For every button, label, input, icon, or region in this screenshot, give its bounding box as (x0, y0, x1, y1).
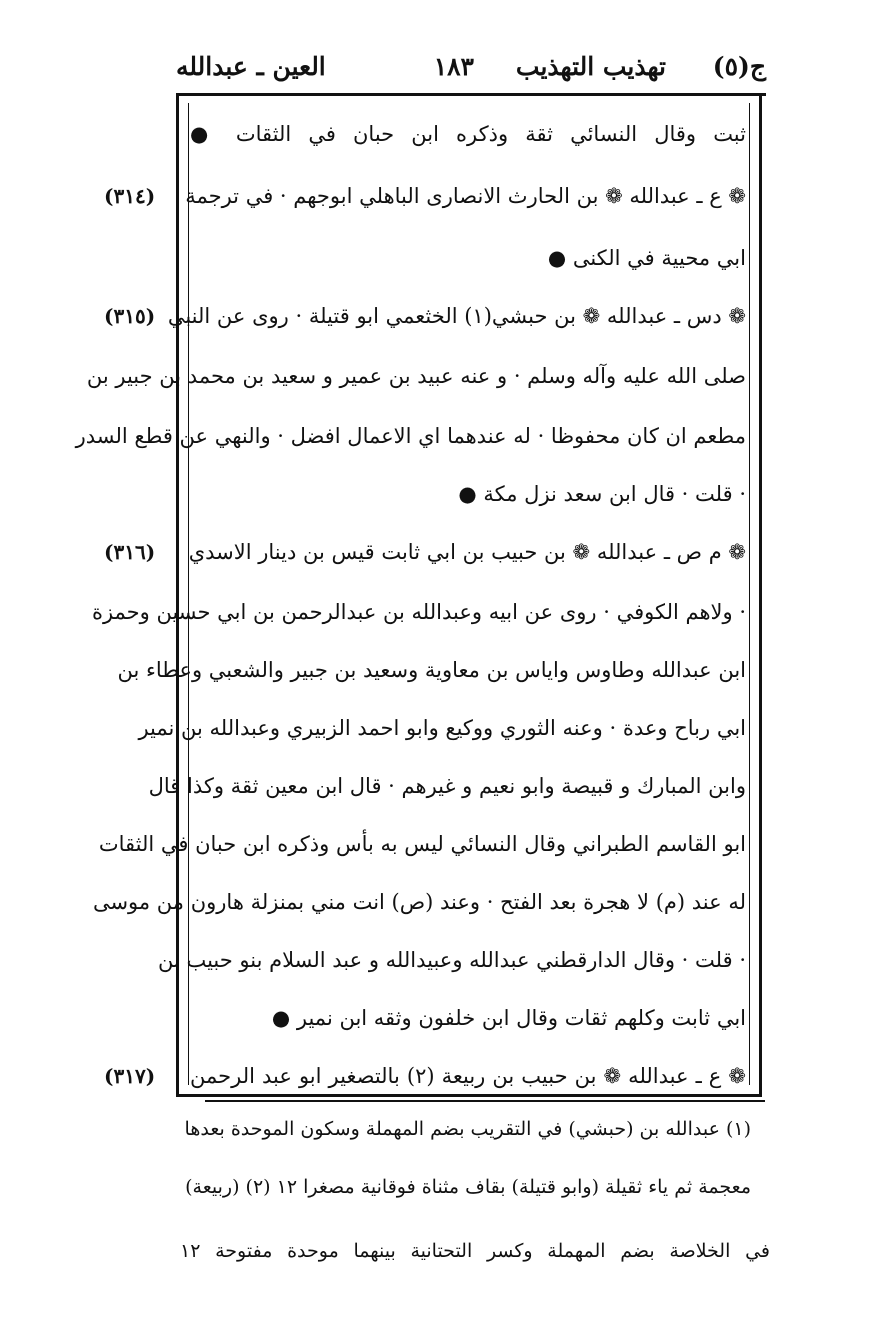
volume-label: ج(٥) (712, 52, 766, 81)
running-title: العين ـ عبدالله (176, 52, 326, 81)
text-line: ثبت وقال النسائي ثقة وذكره ابن حبان في الثقات ● (190, 122, 746, 146)
text-line: ابي رباح وعدة · وعنه الثوري ووكيع وابو احمد الزبيري وعبدالله بن نمير (138, 716, 746, 740)
footnote-line: معجمة ثم ياء ثقيلة (وابو قتيلة) بقاف مثناة فوقانية مصغرا ١٢ (٢) (ربيعة) (185, 1176, 751, 1198)
text-line: ❁ ع ـ عبدالله ❁ بن الحارث الانصارى الباهلي ابوجهم · في ترجمة (185, 184, 746, 208)
entry-number: (٣١٥) (104, 304, 156, 328)
footnote-rule (205, 1100, 765, 1102)
text-line: ❁ م ص ـ عبدالله ❁ بن حبيب بن ابي ثابت قيس بن دينار الاسدي (188, 540, 746, 564)
page-number: ١٨٣ (433, 52, 474, 81)
page-header (176, 48, 766, 94)
text-line: ❁ ع ـ عبدالله ❁ بن حبيب بن ربيعة (٢) بالتصغير ابو عبد الرحمن (190, 1064, 746, 1088)
footnote-line: في الخلاصة بضم المهملة وكسر التحتانية بينهما موحدة مفتوحة ١٢ (180, 1240, 770, 1262)
text-line: ابو القاسم الطبراني وقال النسائي ليس به بأس وذكره ابن حبان في الثقات (98, 832, 746, 856)
text-line: له عند (م) لا هجرة بعد الفتح · وعند (ص) انت مني بمنزلة هارون من موسى (92, 890, 746, 914)
text-line: · قلت · وقال الدارقطني عبدالله وعبيدالله و عبد السلام بنو حبيب بن (157, 948, 746, 972)
text-line: ابي محيية في الكنى ● (547, 246, 746, 270)
text-line: مطعم ان كان محفوظا · له عندهما اي الاعمال افضل · والنهي عن قطع السدر (75, 424, 746, 448)
text-line: · قلت · قال ابن سعد نزل مكة ● (458, 482, 746, 506)
entry-number: (٣١٦) (104, 540, 156, 564)
text-line: وابن المبارك و قبيصة وابو نعيم و غيرهم · قال ابن معين ثقة وكذا قال (148, 774, 746, 798)
footnote-line: (١) عبدالله بن (حبشي) في التقريب بضم المهملة وسكون الموحدة بعدها (184, 1118, 751, 1140)
text-line: · ولاهم الكوفي · روى عن ابيه وعبدالله بن عبدالرحمن بن ابي حسين وحمزة (91, 600, 746, 624)
text-line: ابي ثابت وكلهم ثقات وقال ابن خلفون وثقه ابن نمير ● (271, 1006, 746, 1030)
text-line: ابن عبدالله وطاوس واياس بن معاوية وسعيد بن جبير والشعبي وعطاء بن (117, 658, 746, 682)
entry-number: (٣١٧) (104, 1064, 156, 1088)
book-title: تهذيب التهذيب (515, 52, 666, 81)
text-line: صلى الله عليه وآله وسلم · و عنه عبيد بن عمير و سعيد بن محمد بن جبير بن (86, 364, 746, 388)
entry-number: (٣١٤) (104, 184, 156, 208)
text-line: ❁ دس ـ عبدالله ❁ بن حبشي(١) الخثعمي ابو قتيلة · روى عن النبي (167, 304, 746, 328)
